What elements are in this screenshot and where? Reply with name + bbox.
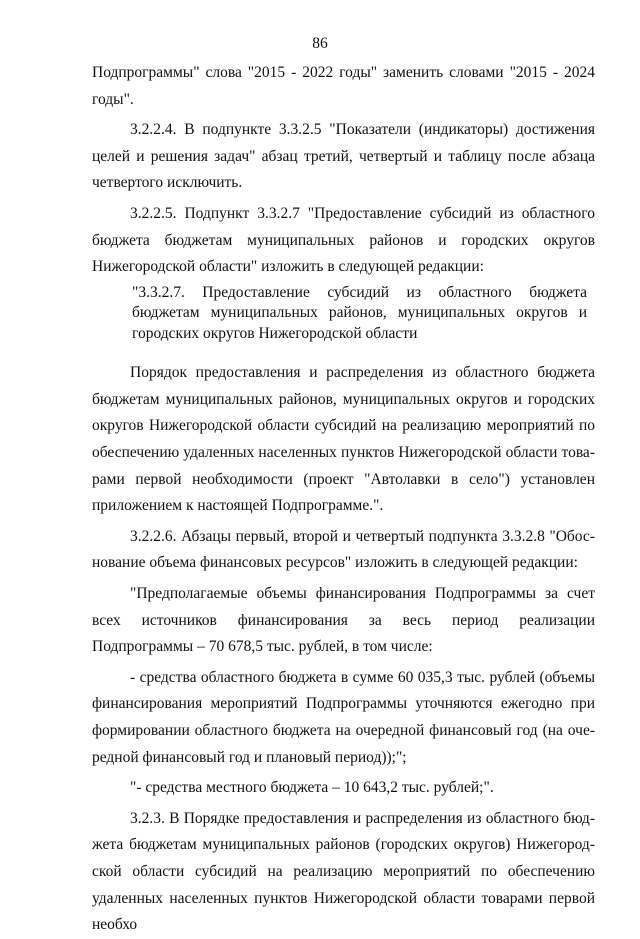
document-body (92, 60, 595, 939)
paragraph-regional-budget: - средства областного бюджета в сумме 60 035,3 тыс. рублей (объемы финансирования мероприятий Подпрограммы уточняются ежегодно при формировании областного бюджета на очередной финансовый год (на очередной финансовый год и плановый период));"; (92, 668, 595, 766)
paragraph-procedure: Порядок предоставления и распределения из областного бюджета бюджетам муниципальных районов, муниципальных округов и городских округов Нижегородской области субсидий на реализацию мероприятий по обеспечению удаленных населенных пунктов Нижегородской области товарами первой необходимости (проект "Автолавки в село") установлен приложением к настоящей Подпрограмме.". (92, 364, 595, 515)
paragraph-3-2-2-5: 3.2.2.5. Подпункт 3.3.2.7 "Предоставление субсидий из областного бюджета бюджетам муниципальных районов и городских округов Нижегородской области" изложить в следующей редакции: (92, 204, 595, 276)
paragraph-3-2-3: 3.2.3. В Порядке предоставления и распределения из областного бюджета бюджетам муниципальных районов (городских округов) Нижегородской области субсидий на реализацию мероприятий по обеспечению удаленных населенных пунктов Нижегородской области товарами первой необхо (92, 809, 595, 934)
paragraph-local-budget: "- средства местного бюджета – 10 643,2 тыс. рублей;". (130, 779, 494, 797)
section-heading-block (92, 283, 595, 345)
paragraph-continuation: Подпрограммы" слова "2015 - 2022 годы" заменить словами "2015 - 2024 годы". (92, 64, 595, 108)
paragraph-funding-total: "Предполагаемые объемы финансирования Подпрограммы за счет всех источников финансирования за весь период реализации Подпрограммы – 70 678,5 тыс. рублей, в том числе: (92, 585, 595, 656)
paragraph-3-2-2-4: 3.2.2.4. В подпункте 3.3.2.5 "Показатели (индикаторы) достижения целей и решения задач" абзац третий, четвертый и таблицу после абзаца четвертого исключить. (92, 121, 595, 192)
page-number: 86 (312, 35, 328, 52)
section-heading: "3.3.2.7. Предоставление субсидий из областного бюджета бюджетам муниципальных районов, муниципальных округов и городских округов Нижегородской области (132, 283, 587, 342)
paragraph-3-2-2-6: 3.2.2.6. Абзацы первый, второй и четвертый подпункта 3.3.2.8 "Обоснование объема финансовых ресурсов" изложить в следующей редакции: (92, 527, 595, 572)
